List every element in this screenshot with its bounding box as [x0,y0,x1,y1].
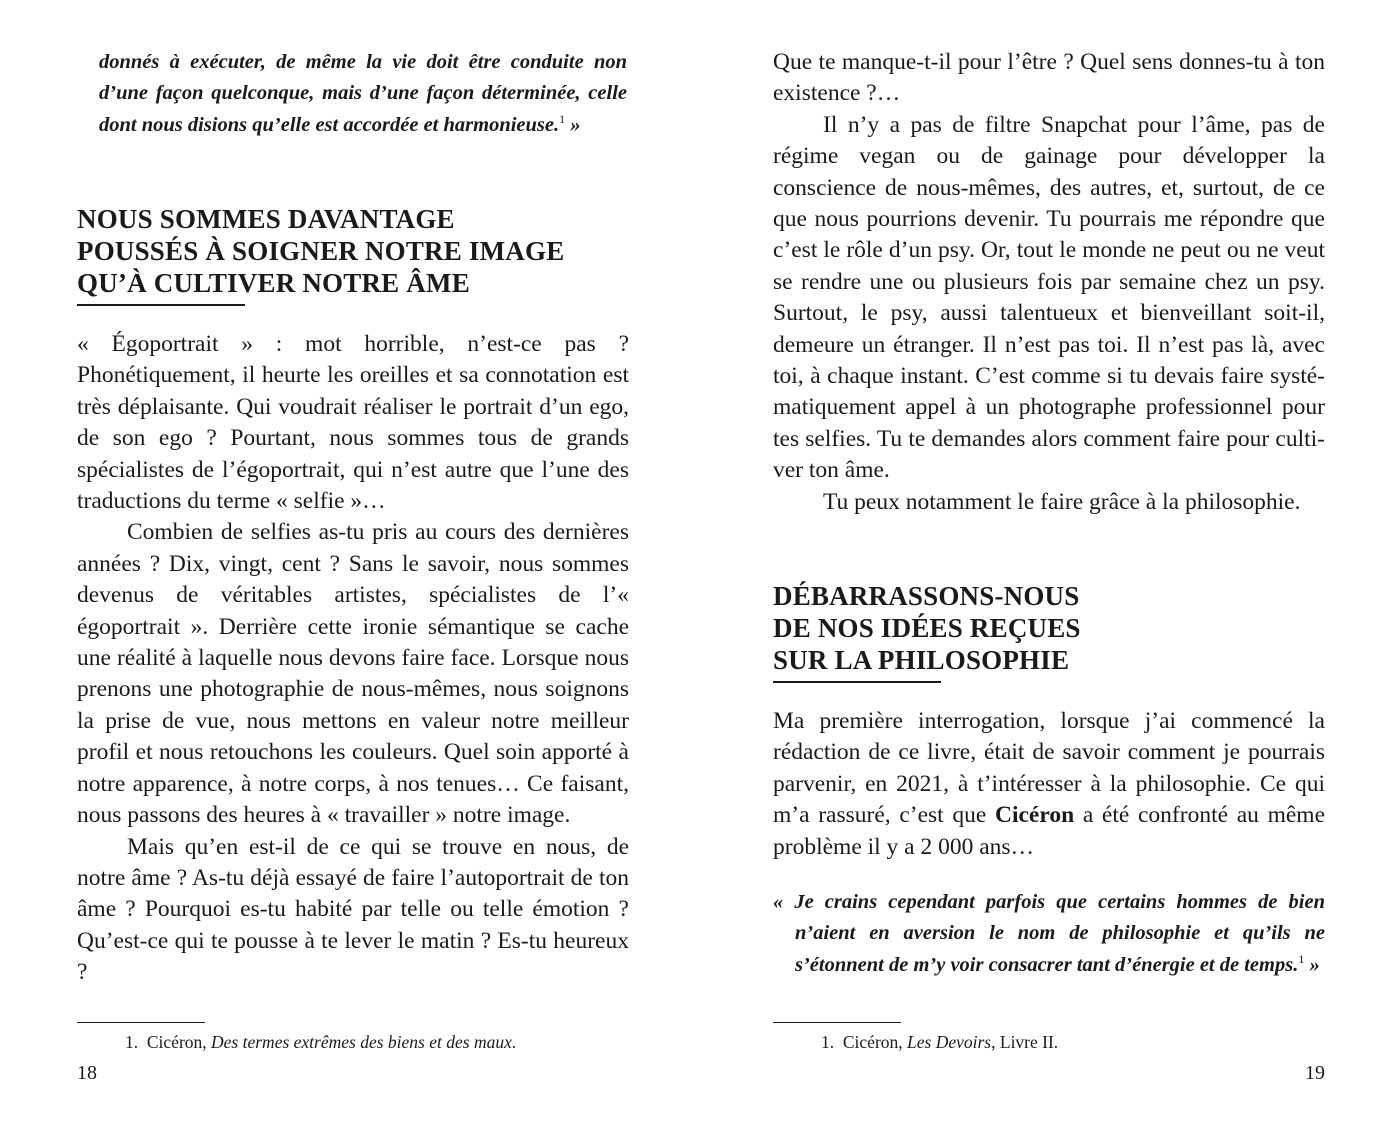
footnote-block [77,1022,629,1053]
paragraph-text: Ma première interrogation, lorsque j’ai commencé la rédaction de ce livre, était de savoir comment je pourrais parvenir, en 2021, à t’intéresser à la philosophie. Ce qui m’a rassuré, c’est que [773,708,1325,829]
heading-line: NOUS SOMMES DAVANTAGE [77,204,455,234]
opening-quote [99,47,627,141]
paragraph [773,706,1325,863]
body-text-block [77,329,629,989]
footnote-author: Cicéron, [842,1032,908,1052]
heading-line: DE NOS IDÉES REÇUES [773,613,1081,643]
quote-closing: » [1304,953,1320,976]
paragraph: Que te manque-t-il pour l’être ? Quel sens donnes-tu à ton existence ?… [773,49,1325,107]
footnote-suffix: , Livre II. [991,1032,1059,1052]
footnote-rule [77,1022,205,1023]
footnote-ref: 1 [1298,951,1305,966]
heading-line: SUR LA PHILOSOPHIE [773,645,1070,675]
section-heading [773,580,1325,676]
heading-line: DÉBARRASSONS-NOUS [773,581,1080,611]
paragraph: Mais qu’en est-il de ce qui se trouve en nous, de notre âme ? As-tu déjà essayé de faire l’autoportrait de ton âme ? Pourquoi es-tu habité par telle ou telle émotion ? Qu’est-ce qui te pousse à te lever le matin ? Es-tu heureux ? [77,833,629,986]
page-number: 18 [77,1062,97,1084]
section-heading-block [773,580,1325,683]
body-text-block [773,47,1325,518]
section-heading-block [77,203,629,306]
footnote [773,1031,1325,1053]
paragraph: « Égoportrait » : mot horrible, n’est-ce pas ? Phonétiquement, il heurte les oreilles et sa connotation est très déplaisante. Qui voudrait réaliser le portrait d’un ego, de son ego ? Pourtant, nous sommes tous de grands spécialistes de l’égoportrait, qui n’est autre que l’une des traductions du terme « selfie »… [77,331,629,515]
block-quote [773,887,1325,981]
footnote-number: 1. [821,1032,835,1052]
heading-rule [77,304,245,306]
footnote-rule [773,1022,901,1023]
right-page [773,0,1325,1133]
footnote-title: Les Devoirs [907,1032,992,1052]
paragraph: Tu peux notamment le faire grâce à la philosophie. [823,488,1301,515]
intro-paragraph-block [773,706,1325,863]
quote-text: « Je crains cependant parfois que certains hommes de bien n’aient en aversion le nom de philosophie et qu’ils ne s’étonnent de m’y voir consacrer tant d’énergie et de temps. [773,891,1325,976]
heading-rule [773,681,941,683]
bold-name: Cicéron [994,802,1075,829]
footnote-title: Des termes extrêmes des biens et des maux [211,1032,512,1052]
section-heading [77,203,629,299]
footnote [77,1031,629,1053]
footnote-ref: 1 [559,111,566,126]
page-number: 19 [1305,1062,1325,1084]
footnote-block [773,1022,1325,1053]
footnote-suffix: . [511,1032,517,1052]
quote-text: donnés à exécuter, de même la vie doit être conduite non d’une façon quelconque, mais d’une façon déterminée, celle dont nous disions qu’elle est accordée et harmonieuse. [99,51,627,136]
paragraph: Il n’y a pas de filtre Snapchat pour l’âme, pas de régime vegan ou de gainage pour développer la conscience de nous-mêmes, des autres, et, surtout, de ce que nous pourrions devenir. Tu pourrais me répondre que c’est le rôle d’un psy. Or, tout le monde ne peut ou ne veut se rendre une ou plusieurs fois par semaine chez un psy. Surtout, le psy, aussi talentueux et bienveillant soit-il, demeure un étranger. Il n’est pas toi. Il n’est pas là, avec toi, à chaque instant. C’est comme si tu devais faire systématiquement appel à un photographe professionnel pour tes selfies. Tu te demandes alors comment faire pour cultiver ton âme. [773,111,1325,484]
heading-line: QU’À CULTIVER NOTRE ÂME [77,268,470,298]
heading-line: POUSSÉS À SOIGNER NOTRE IMAGE [77,236,565,266]
paragraph: Combien de selfies as-tu pris au cours des dernières années ? Dix, vingt, cent ? Sans le savoir, nous sommes devenus de véritables artistes, spécialistes de l’« égoportrait ». Derrière cette ironie sémantique se cache une réalité à laquelle nous devons faire face. Lorsque nous prenons une photographie de nous-mêmes, nous soignons la prise de vue, nous mettons en valeur notre meilleur profil et nous retouchons les couleurs. Quel soin apporté à notre apparence, à notre corps, à nos tenues… Ce faisant, nous passons des heures à « travailler » notre image. [77,519,629,829]
footnote-author: Cicéron, [146,1032,212,1052]
quote-closing: » [565,113,581,136]
footnote-number: 1. [125,1032,139,1052]
quote-block [773,887,1325,981]
paragraph-text: a été confronté au même problème il y a 2 000 ans… [773,802,1325,860]
left-page [77,0,629,1133]
